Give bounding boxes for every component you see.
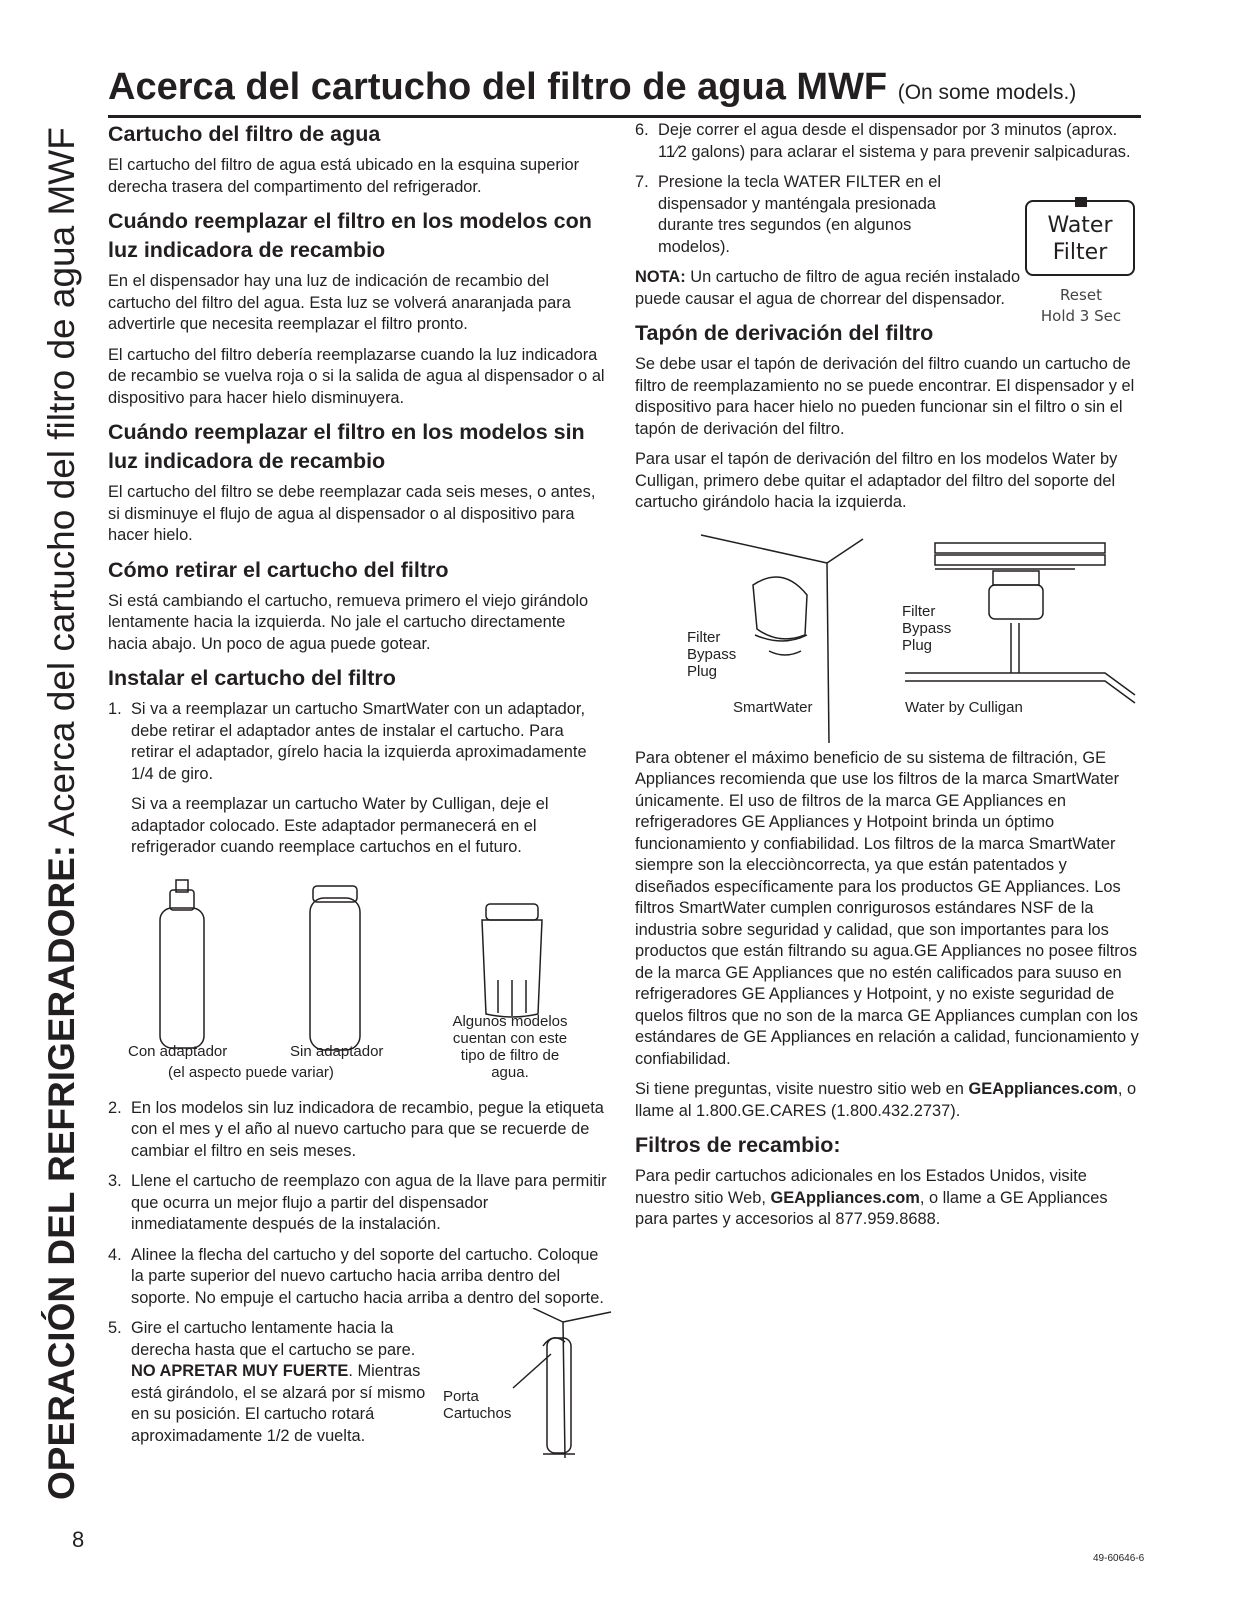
list-text: Llene el cartucho de reemplazo con agua de la llave para permitir que ocurra un mejor flujo a partir del dispensador inmediatamente después de la instalación. [131,1172,607,1233]
list-number: 6. [635,121,649,139]
cartridge-figure [108,868,608,1098]
caption-algunos-modelos: Algunos modelos cuentan con este tipo de filtro de agua. [452,1012,568,1081]
side-banner-bold: OPERACIÓN DEL REFRIGERADORE: [41,844,82,1500]
list-item [108,1171,608,1236]
title-main: Acerca del cartucho del filtro de agua MWF [108,66,888,108]
step5-block [108,1318,608,1468]
para-pedir [635,1166,1141,1231]
list-number: 7. [635,173,649,191]
water-filter-key-icon [1025,200,1135,276]
water-filter-label-2: Filter [1052,240,1108,265]
title-sub: (On some models.) [897,81,1077,104]
list-number: 3. [108,1172,122,1190]
list-item [108,1318,438,1447]
water-filter-reset-caption [1025,285,1137,327]
side-banner-rest: Acerca del cartucho del filtro de agua MWF [41,127,82,845]
para-con-luz-1: En el dispensador hay una luz de indicación de recambio del cartucho del filtro del agua. Esta luz se volverá anaranjada para advertirle que necesita reemplazar el filtro pronto. [108,272,571,333]
title-rule [108,115,1141,118]
list-text: Presione la tecla WATER FILTER en el dispensador y manténgala presionada durante tres segundos (en algunos modelos). [658,173,941,256]
para-cartucho: El cartucho del filtro de agua está ubicado en la esquina superior derecha trasera del compartimento del refrigerador. [108,156,580,196]
list-item [108,699,608,785]
list-text: En los modelos sin luz indicadora de recambio, pegue la etiqueta con el mes y el año al nuevo cartucho para que se recuerde de cambiar el filtro en seis meses. [131,1098,604,1160]
heading-con-luz: Cuándo reemplazar el filtro en los modelos con luz indicadora de recambio [108,209,592,262]
para-sin-luz: El cartucho del filtro se debe reemplazar cada seis meses, o antes, si disminuye el flujo de agua al dispensador o al dispositivo para hacer hielo. [108,483,596,544]
para-preguntas [635,1079,1141,1122]
side-banner [40,70,84,1500]
para-tapon-1: Se debe usar el tapón de derivación del filtro cuando un cartucho de filtro de reemplazamiento no se puede encontrar. El dispensador y el dispositivo para hacer hielo no pueden funcionar sin el filtro o sin el tapón de derivación del filtro. [635,355,1135,438]
step5-warning: NO APRETAR MUY FUERTE [131,1362,349,1380]
nota [635,267,1025,310]
heading-cartucho: Cartucho del filtro de agua [108,122,381,146]
preguntas-text-a: Si tiene preguntas, visite nuestro sitio web en [635,1080,969,1098]
bypass-figure [635,523,1141,748]
step5-text-c: . Mientras está girándolo, el se alzará por sí mismo en su posición. El cartucho rotará aproximadamente 1/2 de vuelta. [131,1362,426,1445]
heading-filtros-recambio: Filtros de recambio: [635,1133,841,1157]
nota-label: NOTA: [635,268,686,286]
para-con-luz-2: El cartucho del filtro debería reemplazarse cuando la luz indicadora de recambio se vuelva roja o si la salida de agua al dispensador o al dispositivo para hacer hielo disminuyera. [108,345,605,407]
para-retirar: Si está cambiando el cartucho, remueva primero el viejo girándolo lentamente hacia la izquierda. No jale el cartucho directamente hacia abajo. Un poco de agua puede gotear. [108,591,589,653]
list-text: Si va a reemplazar un cartucho SmartWater con un adaptador, debe retirar el adaptador antes de instalar el cartucho. Para retirar el adaptador, gírelo hacia la izquierda aproximadamente 1/4 de giro. [131,700,587,783]
pedir-link[interactable]: GEAppliances.com [770,1188,920,1207]
para-beneficio: Para obtener el máximo beneficio de su sistema de filtración, GE Appliances recomienda que use los filtros de la marca SmartWater únicamente. El uso de filtros de la marca GE Appliances en refrigeradores GE Appliances y Hotpoint brinda un óptimo funcionamiento y confiabilidad. Los filtros de la marca SmartWater siempre son la elecciòncorrecta, ya que están patentados y diseñados específicamente para los productos GE Appliances. Los filtros SmartWater cumplen conrigurosos estándares NSF de la industria sobre seguridad y calidad, que son importantes para los productos que están filtrando su agua.GE Appliances no posee filtros de la marca GE Appliances que no estén calificados para suuso en refrigeradores GE Appliances y Hotpoint, y no existe seguridad de quelos filtros que no son de la marca GE Appliances cumplan con los estándares de GE Appliances en relación a calidad, funcionamiento y confiabilidad. [635,748,1139,1068]
list-number: 5. [108,1319,122,1337]
list-item [108,1098,608,1163]
hold-label: Hold 3 Sec [1040,307,1122,325]
nota-text: Un cartucho de filtro de agua recién instalado puede causar el agua de chorrear del dispensador. [635,268,1021,308]
heading-sin-luz: Cuándo reemplazar el filtro en los modelos sin luz indicadora de recambio [108,420,585,473]
page-number: 8 [72,1527,85,1552]
document-number: 49-60646-6 [1093,1553,1145,1564]
list-text: Deje correr el agua desde el dispensador por 3 minutos (aprox. 11⁄2 galons) para aclarar el sistema y para prevenir salpicaduras. [658,121,1131,161]
heading-retirar: Cómo retirar el cartucho del filtro [108,557,449,582]
list-item [108,1245,608,1310]
para-tapon-2: Para usar el tapón de derivación del filtro en los modelos Water by Culligan, primero debe quitar el adaptador del filtro del soporte del cartucho girándolo hacia la izquierda. [635,450,1118,511]
caption-smartwater: SmartWater [733,698,813,716]
step5-text-a: Gire el cartucho lentamente hacia la derecha hasta que el cartucho se pare. [131,1319,416,1359]
heading-tapon: Tapón de derivación del filtro [635,321,934,345]
list-text-cont: Si va a reemplazar un cartucho Water by Culligan, deje el adaptador colocado. Este adaptador permanecerá en el refrigerador cuando reemplace cartuchos en el futuro. [131,795,549,856]
heading-instalar: Instalar el cartucho del filtro [108,666,396,690]
list-number: 4. [108,1245,122,1264]
caption-filter-bypass-plug-smartwater: Filter Bypass Plug [687,628,737,680]
list-number: 1. [108,700,122,718]
list-text [131,1318,438,1447]
caption-con-adaptador: Con adaptador [128,1042,228,1060]
caption-filter-bypass-plug-culligan: Filter Bypass Plug [902,602,952,654]
pedir-text-c: , o llame a GE Appliances para partes y accesorios al 877.959.8688. [635,1188,1108,1228]
reset-label: Reset [1060,286,1102,304]
list-number: 2. [108,1098,122,1117]
caption-water-by-culligan: Water by Culligan [905,698,1023,716]
list-text: Alinee la flecha del cartucho y del soporte del cartucho. Coloque la parte superior del nuevo cartucho hacia arriba dentro del soporte. No empuje el cartucho hacia arriba a dentro del soporte. [131,1245,604,1307]
caption-porta-cartuchos: Porta Cartuchos [443,1388,512,1422]
left-column [108,120,608,1468]
page-title [108,66,1076,109]
preguntas-text-c: , o llame al 1.800.GE.CARES (1.800.432.2737). [635,1080,1137,1120]
list-item [635,172,975,258]
indicator-light-icon [1075,197,1087,207]
water-filter-label-1: Water [1047,213,1113,238]
pedir-text-a: Para pedir cartuchos adicionales en los Estados Unidos, visite nuestro sitio Web, [635,1167,1087,1207]
preguntas-link[interactable]: GEAppliances.com [968,1080,1118,1098]
caption-sin-adaptador: Sin adaptador [290,1042,384,1060]
list-item [635,120,1141,163]
caption-aspecto: (el aspecto puede variar) [168,1063,334,1081]
